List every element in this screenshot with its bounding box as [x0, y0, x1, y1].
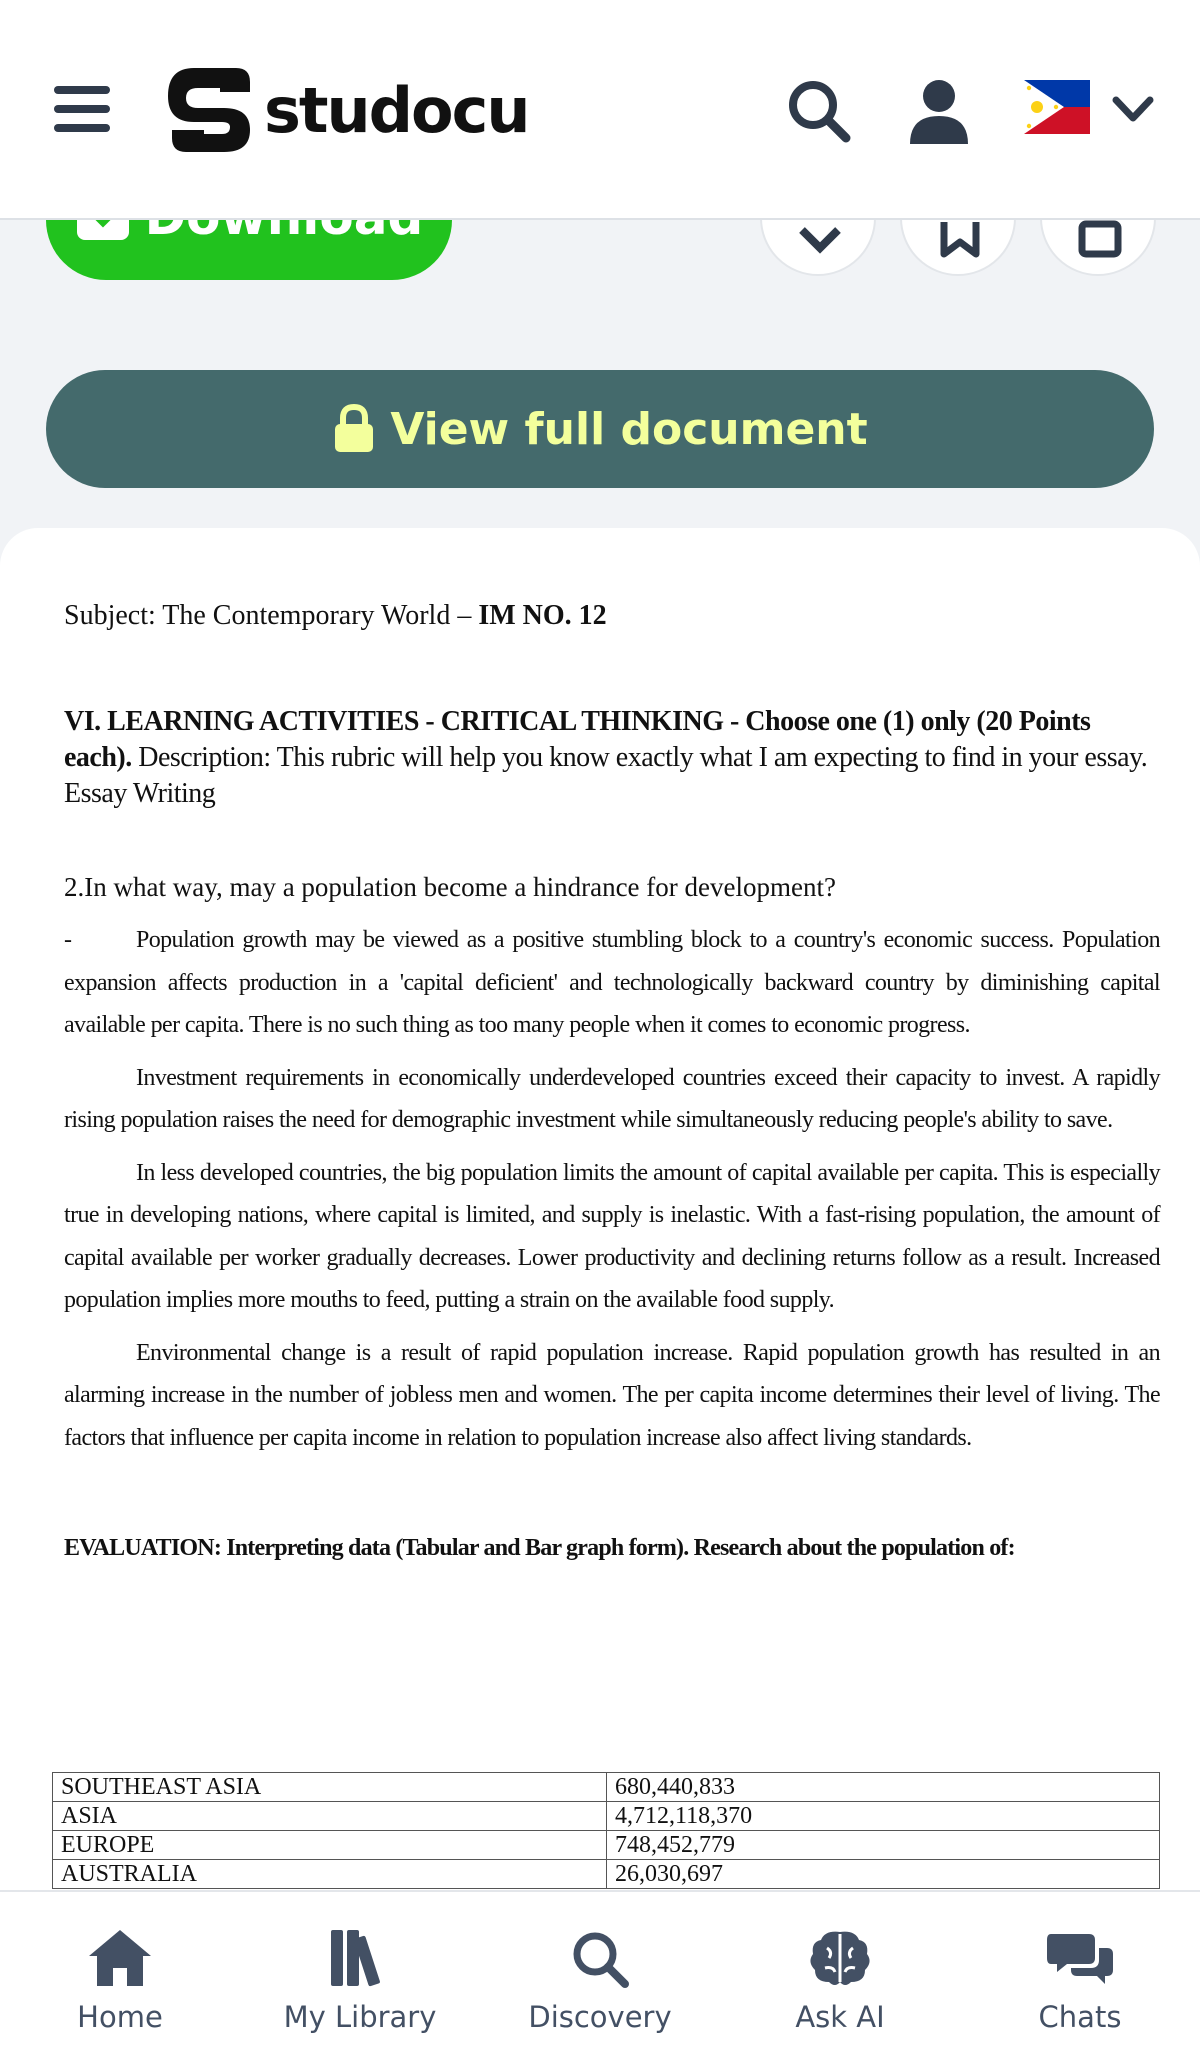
table-row [53, 1860, 1160, 1889]
population-cell: 4,712,118,370 [607, 1802, 1160, 1831]
table-row [53, 1773, 1160, 1802]
bullet-dash: - [64, 927, 72, 953]
region-cell: AUSTRALIA [53, 1860, 607, 1889]
nav-my-library-label: My Library [283, 2000, 437, 2034]
nav-chats-label: Chats [1038, 2000, 1122, 2034]
brand-name: studocu [264, 73, 529, 147]
lock-icon [332, 404, 376, 454]
evaluation-heading: EVALUATION: Interpreting data (Tabular and Bar graph form). Research about the population of: [64, 1535, 1015, 1561]
studocu-logo[interactable] [164, 64, 529, 156]
user-icon[interactable] [904, 76, 974, 146]
paragraph-text: Population growth may be viewed as a positive stumbling block to a country's economic success. Population expansion affects production in a 'capital deficient' and technologically backward country by diminishing capital available per capita. There is no such thing as too many people when it comes to economic progress. [64, 927, 1160, 1038]
essay-question: 2.In what way, may a population become a hindrance for development? [64, 872, 836, 902]
region-cell: ASIA [53, 1802, 607, 1831]
region-cell: EUROPE [53, 1831, 607, 1860]
essay-paragraph-3 [64, 1152, 1160, 1322]
table-row [53, 1831, 1160, 1860]
essay-paragraph-4 [64, 1332, 1160, 1460]
view-full-document-label: View full document [390, 403, 868, 455]
document-page [0, 528, 1200, 1908]
nav-home-label: Home [77, 2000, 163, 2034]
app-header [0, 0, 1200, 220]
subject-im-number: IM NO. 12 [478, 600, 607, 631]
nav-home[interactable] [0, 1892, 240, 2064]
chevron-down-icon[interactable] [1110, 92, 1156, 126]
search-icon [565, 1926, 635, 1990]
nav-chats[interactable] [960, 1892, 1200, 2064]
studocu-logo-mark-icon [164, 64, 254, 156]
philippines-flag-icon[interactable] [1024, 80, 1090, 134]
library-icon [325, 1926, 395, 1990]
document-subject [64, 600, 1160, 632]
paragraph-text: Investment requirements in economically underdeveloped countries exceed their capacity to invest. A rapidly rising population raises the need for demographic investment while simultaneously reducing people's ability to save. [64, 1064, 1160, 1133]
activities-description: Description: This rubric will help you know exactly what I am expecting to find in your essay. Essay Writing [64, 742, 1148, 809]
table-row [53, 1802, 1160, 1831]
population-cell: 680,440,833 [607, 1773, 1160, 1802]
bottom-navigation [0, 1890, 1200, 2064]
search-icon[interactable] [784, 76, 854, 146]
view-full-document-button[interactable] [46, 370, 1154, 488]
document-content [64, 600, 1160, 1562]
activities-title: VI. LEARNING ACTIVITIES - CRITICAL THINKING - Choose one (1) only (20 Points each). [64, 706, 1091, 773]
region-cell: SOUTHEAST ASIA [53, 1773, 607, 1802]
nav-discovery[interactable] [480, 1892, 720, 2064]
nav-discovery-label: Discovery [528, 2000, 672, 2034]
population-cell: 26,030,697 [607, 1860, 1160, 1889]
essay-paragraph-2 [64, 1057, 1160, 1142]
population-cell: 748,452,779 [607, 1831, 1160, 1860]
nav-ask-ai[interactable] [720, 1892, 960, 2064]
brain-icon [805, 1926, 875, 1990]
chat-icon [1045, 1926, 1115, 1990]
paragraph-text: In less developed countries, the big population limits the amount of capital available per capita. This is especially true in developing nations, where capital is limited, and supply is inelastic. With a fast-rising population, the amount of capital available per worker gradually decreases. Lower productivity and declining returns follow as a result. Increased population implies more mouths to feed, putting a strain on the available food supply. [64, 1159, 1160, 1313]
home-icon [85, 1926, 155, 1990]
population-table [52, 1772, 1160, 1889]
nav-my-library[interactable] [240, 1892, 480, 2064]
paragraph-text: Environmental change is a result of rapid population increase. Rapid population growth has resulted in an alarming increase in the number of jobless men and women. The per capita income determines their level of living. The factors that influence per capita income in relation to population increase also affect living standards. [64, 1339, 1160, 1451]
nav-ask-ai-label: Ask AI [795, 2000, 885, 2034]
essay-paragraph-1 [64, 919, 1160, 1047]
subject-text: Subject: The Contemporary World – [64, 600, 479, 631]
hamburger-icon[interactable] [54, 86, 110, 132]
learning-activities-heading [64, 704, 1160, 812]
